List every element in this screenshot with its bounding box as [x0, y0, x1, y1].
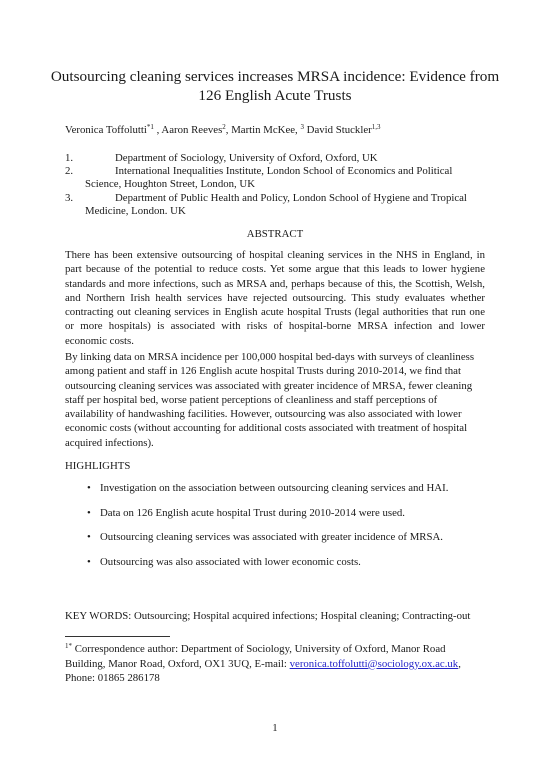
- footnote: $^{1*}$ Correspondence author: Department of Sociology, University of Oxford, Manor Road Building, Manor Road, Oxford, OX1 3UQ, E-mail: veronica.toffolutti@sociology.ox.ac.uk, Phone: 01865 286178: [65, 642, 461, 685]
- author-affiliation-mark: *1: [146, 123, 154, 131]
- highlight-item: • Data on 126 English acute hospital Trust during 2010-2014 were used.: [87, 506, 405, 519]
- author-line: Veronica Toffolutti$^{*1}$ , Aaron Reeves$^2$, Martin McKee, $^3$ David Stuckler$^{1,3}$: [65, 123, 381, 136]
- email-link[interactable]: veronica.toffolutti@sociology.ox.ac.uk: [289, 657, 459, 670]
- affiliation-number: 1.: [65, 152, 74, 164]
- abstract-paragraph: By linking data on MRSA incidence per 100,000 hospital bed-days with surveys of cleanliness among patient and staff in 126 English acute hospital Trusts during 2010-2014, we find that outsourcing cleaning services was associated with greater incidence of MRSA, fewer cleaning staff per hospital bed, worse patient perceptions of cleanliness and staff perceptions of availability of handwashing facilities. However, outsourcing was also associated with lower economic costs (without accounting for additional costs associated with treatment of hospital acquired infections).: [65, 351, 475, 449]
- author-affiliation-mark: 2: [222, 123, 226, 131]
- affiliation-text: International Inequalities Institute, London School of Economics and Political Science, Houghton Street, London, UK: [85, 165, 453, 191]
- affiliation-text: Department of Sociology, University of Oxford, Oxford, UK: [115, 152, 378, 164]
- author-affiliation-mark: 3: [300, 123, 304, 131]
- affiliation-number: 2.: [65, 165, 74, 178]
- affiliation-item: [65, 165, 490, 191]
- author-name: Veronica Toffolutti: [65, 124, 147, 136]
- paper-title: Outsourcing cleaning services increases MRSA incidence: Evidence from 126 English Acute Trusts: [50, 68, 500, 104]
- bullet-icon: •: [87, 482, 91, 494]
- author-name: Aaron Reeves: [161, 124, 223, 136]
- highlights-heading: HIGHLIGHTS: [65, 460, 131, 472]
- bullet-icon: •: [87, 531, 91, 543]
- footnote-divider: [65, 636, 170, 637]
- highlight-item: • Outsourcing cleaning services was associated with greater incidence of MRSA.: [87, 531, 443, 543]
- affiliation-item: [65, 192, 490, 218]
- abstract-heading: ABSTRACT: [246, 228, 304, 240]
- keywords: KEY WORDS: Outsourcing; Hospital acquired infections; Hospital cleaning; Contracting-out: [65, 610, 471, 622]
- phone-number: Phone: 01865 286178: [65, 672, 160, 685]
- highlights-list: [65, 482, 495, 580]
- bullet-icon: •: [87, 506, 91, 519]
- highlight-item: • Outsourcing was also associated with lower economic costs.: [87, 555, 361, 568]
- page-number: 1: [272, 722, 278, 734]
- highlight-item: • Investigation on the association between outsourcing cleaning services and HAI.: [87, 482, 449, 494]
- affiliation-item: [65, 152, 490, 165]
- abstract-paragraph: There has been extensive outsourcing of hospital cleaning services in the NHS in England, in part because of the potential to reduce costs. Yet some argue that this leads to lower hygiene standards and more infections, such as MRSA and, perhaps because of this, the Scottish, Welsh, and Northern Irish health services have rejected outsourcing. This study evaluates whether contracting out cleaning services in English acute hospital Trusts (legal authorities that run one or more hospitals) is associated with risks of hospital-borne MRSA infection and lower economic costs.: [65, 249, 485, 347]
- author-affiliation-mark: 1,3: [371, 123, 381, 131]
- author-name: Martin McKee,: [231, 124, 301, 136]
- author-name: David Stuckler: [306, 124, 372, 136]
- bullet-icon: •: [87, 555, 91, 568]
- affiliation-list: [65, 152, 490, 218]
- affiliation-number: 3.: [65, 191, 74, 204]
- affiliation-text: Department of Public Health and Policy, London School of Hygiene and Tropical Medicine, London. UK: [85, 191, 467, 217]
- footnote-marker: 1*: [65, 642, 72, 650]
